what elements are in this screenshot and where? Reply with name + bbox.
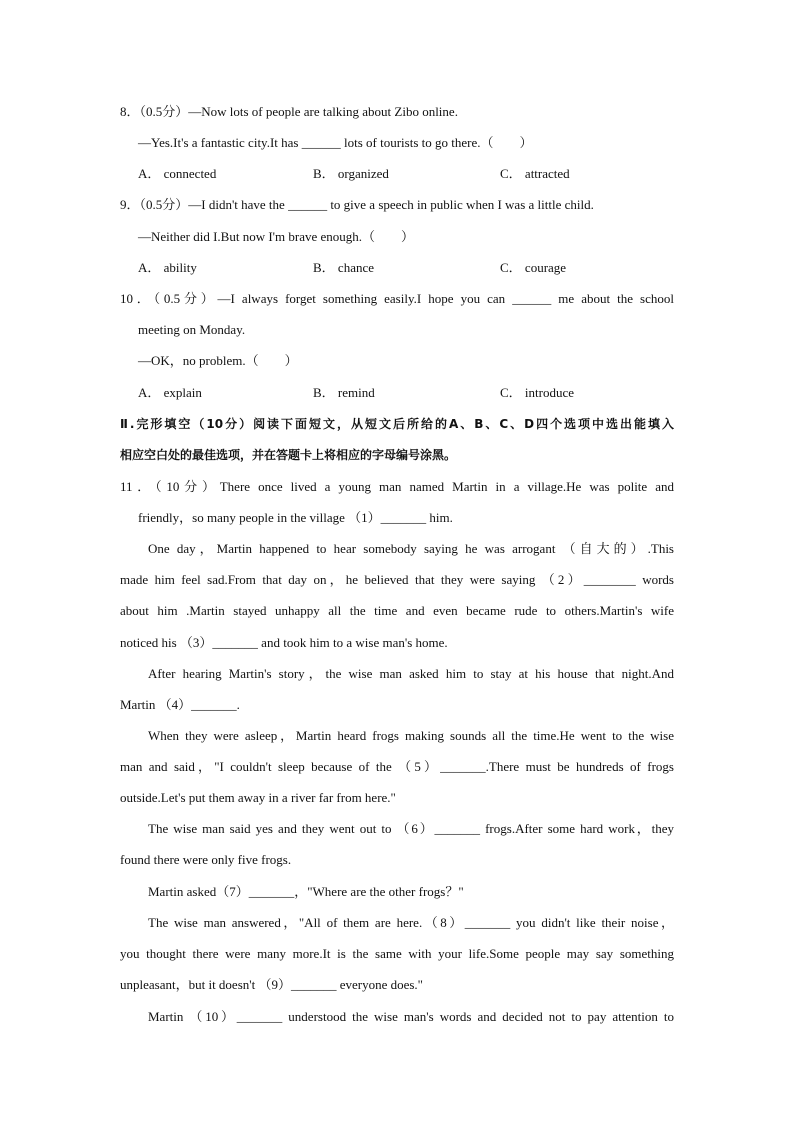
q11-line: One day，Martin happened to hear somebody saying he was arrogant （自大的）.This [148, 541, 674, 556]
q9-option-b: B． chance [313, 260, 375, 275]
q10-dialogue: —OK，no problem.（ ） [138, 353, 298, 368]
q11-line: Martin asked（7）_______，"Where are the other frogs？" [148, 884, 464, 899]
q9-stem: 9．（0.5分）—I didn't have the ______ to give a speech in public when I was a little child. [120, 197, 594, 212]
q11-line: made him feel sad.From that day on，he believed that they were saying （2）________ words [120, 572, 674, 587]
q8-option-a: A． connected [138, 166, 217, 181]
q9-option-c: C． courage [500, 260, 567, 275]
q11-line: unpleasant，but it doesn't （9）_______ everyone does." [120, 977, 423, 992]
section-heading: Ⅱ.完形填空（10分）阅读下面短文，从短文后所给的A、B、C、D四个选项中选出能填入 [120, 417, 674, 431]
q11-line: 11．（10分）There once lived a young man named Martin in a village.He was polite and [120, 479, 674, 494]
q10-option-c: C． introduce [500, 385, 575, 400]
q10-stem: 10．（0.5分）—I always forget something easily.I hope you can ______ me about the school [120, 291, 674, 306]
q11-line: friendly，so many people in the village （1）_______ him. [138, 510, 453, 525]
q10-option-b: B． remind [313, 385, 375, 400]
q11-line: Martin （4）_______. [120, 697, 240, 712]
q11-line: Martin （10）_______ understood the wise man's words and decided not to pay attention to [148, 1009, 674, 1024]
q11-line: found there were only five frogs. [120, 852, 292, 867]
q11-line: When they were asleep，Martin heard frogs making sounds all the time.He went to the wise [148, 728, 674, 743]
q11-line: about him .Martin stayed unhappy all the time and even became rude to others.Martin's wife [120, 603, 674, 618]
q10-option-a: A． explain [138, 385, 202, 400]
q8-option-c: C． attracted [500, 166, 570, 181]
q9-dialogue: —Neither did I.But now I'm brave enough.（ ） [138, 229, 415, 244]
q11-line: you thought there were many more.It is the same with your life.Some people may say something [120, 946, 674, 961]
q8-stem: 8．（0.5分）—Now lots of people are talking about Zibo online. [120, 104, 458, 119]
q8-option-b: B． organized [313, 166, 389, 181]
q11-line: After hearing Martin's story，the wise man asked him to stay at his house that night.And [148, 666, 674, 681]
q11-line: noticed his （3）_______ and took him to a wise man's home. [120, 635, 448, 650]
q10-stem-cont: meeting on Monday. [138, 322, 246, 337]
q11-line: man and said，"I couldn't sleep because of the （5）_______.There must be hundreds of frogs [120, 759, 674, 774]
q11-line: outside.Let's put them away in a river far from here." [120, 790, 396, 805]
q9-option-a: A． ability [138, 260, 197, 275]
q8-dialogue: —Yes.It's a fantastic city.It has ______ lots of tourists to go there.（ ） [138, 135, 533, 150]
q11-line: The wise man said yes and they went out to （6）_______ frogs.After some hard work，they [148, 821, 674, 836]
section-heading-cont: 相应空白处的最佳选项，并在答题卡上将相应的字母编号涂黑。 [120, 448, 457, 462]
q11-line: The wise man answered，"All of them are here.（8）_______ you didn't like their noise， [148, 915, 674, 930]
